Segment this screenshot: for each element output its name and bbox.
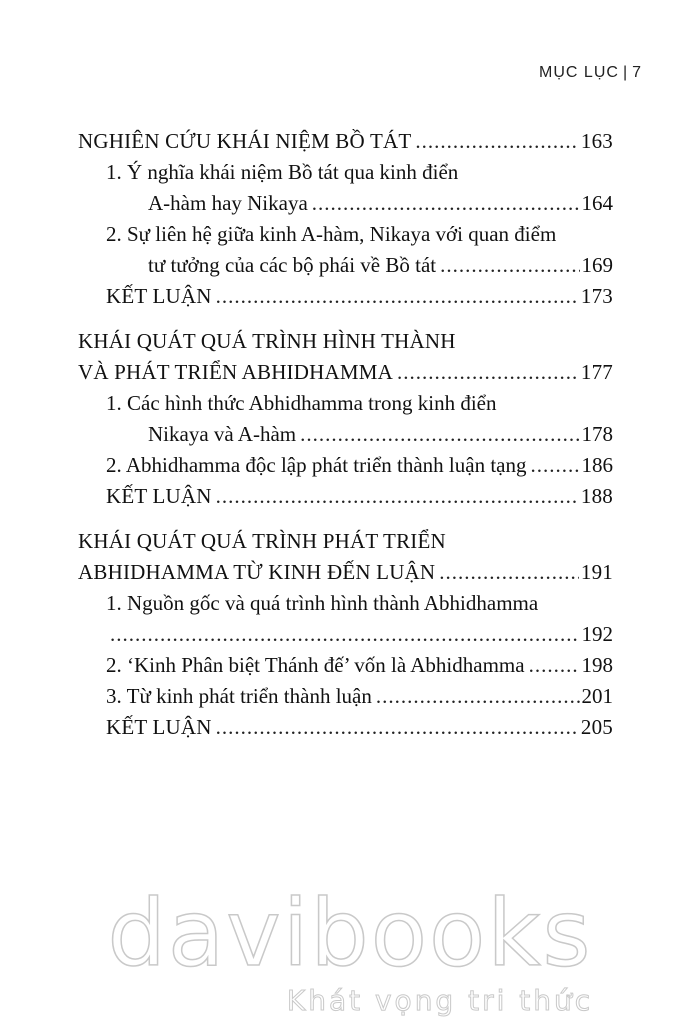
header-separator: | bbox=[622, 64, 629, 81]
dot-leader bbox=[216, 712, 579, 743]
dot-leader bbox=[529, 650, 580, 681]
page-number: 191 bbox=[580, 560, 613, 584]
toc-section-abhidhamma-development bbox=[78, 526, 613, 743]
page-number: 178 bbox=[581, 422, 613, 446]
page-number: 163 bbox=[580, 129, 613, 153]
page-number: 177 bbox=[580, 360, 613, 384]
dot-leader bbox=[530, 450, 579, 481]
toc-chapter-entry[interactable] bbox=[78, 126, 613, 157]
subentry-title: 1. Ý nghĩa khái niệm Bồ tát qua kinh điển bbox=[106, 160, 459, 184]
subentry-title-continued: A-hàm hay Nikaya bbox=[148, 191, 308, 215]
subentry-title: 3. Từ kinh phát triển thành luận bbox=[106, 684, 372, 708]
toc-subentry-line[interactable] bbox=[78, 250, 613, 281]
dot-leader bbox=[216, 481, 579, 512]
toc-subentry-line[interactable] bbox=[78, 188, 613, 219]
conclusion-title: KẾT LUẬN bbox=[106, 715, 212, 739]
running-header bbox=[539, 64, 642, 82]
conclusion-title: KẾT LUẬN bbox=[106, 484, 212, 508]
conclusion-title: KẾT LUẬN bbox=[106, 284, 212, 308]
toc-subentry-line[interactable] bbox=[78, 588, 613, 619]
header-page-number: 7 bbox=[632, 64, 642, 81]
page-number: 201 bbox=[581, 684, 613, 708]
toc-subentry-line[interactable] bbox=[78, 157, 613, 188]
table-of-contents bbox=[78, 126, 613, 757]
chapter-title-continued: VÀ PHÁT TRIỂN ABHIDHAMMA bbox=[78, 360, 393, 384]
page-number: 192 bbox=[581, 622, 613, 646]
watermark-brand: davibooks bbox=[107, 880, 593, 987]
toc-subentry-line[interactable] bbox=[78, 650, 613, 681]
subentry-title: 1. Các hình thức Abhidhamma trong kinh điển bbox=[106, 391, 497, 415]
toc-subentry-line[interactable] bbox=[78, 619, 613, 650]
subentry-title-continued: tư tưởng của các bộ phái về Bồ tát bbox=[148, 253, 437, 277]
toc-chapter-entry[interactable] bbox=[78, 557, 613, 588]
header-section-title: MỤC LỤC bbox=[539, 64, 619, 81]
chapter-title: KHÁI QUÁT QUÁ TRÌNH PHÁT TRIỂN bbox=[78, 529, 446, 553]
toc-chapter-entry[interactable] bbox=[78, 357, 613, 388]
toc-subentry-line[interactable] bbox=[78, 419, 613, 450]
dot-leader bbox=[376, 681, 580, 712]
toc-section-abhidhamma-formation bbox=[78, 326, 613, 512]
page-number: 186 bbox=[581, 453, 613, 477]
chapter-title-continued: ABHIDHAMMA TỪ KINH ĐẾN LUẬN bbox=[78, 560, 436, 584]
page-number: 198 bbox=[581, 653, 613, 677]
chapter-title: KHÁI QUÁT QUÁ TRÌNH HÌNH THÀNH bbox=[78, 329, 456, 353]
subentry-title: 2. ‘Kinh Phân biệt Thánh đế’ vốn là Abhidhamma bbox=[106, 653, 525, 677]
toc-subentry-line[interactable] bbox=[78, 219, 613, 250]
dot-leader bbox=[439, 557, 579, 588]
page-number: 205 bbox=[580, 715, 613, 739]
toc-section-bodhisattva bbox=[78, 126, 613, 312]
dot-leader bbox=[397, 357, 579, 388]
toc-conclusion-entry[interactable] bbox=[78, 281, 613, 312]
toc-chapter-entry[interactable] bbox=[78, 526, 613, 557]
toc-subentry-line[interactable] bbox=[78, 388, 613, 419]
page-number: 173 bbox=[580, 284, 613, 308]
toc-subentry-line[interactable] bbox=[78, 681, 613, 712]
dot-leader bbox=[216, 281, 579, 312]
dot-leader bbox=[110, 619, 580, 650]
page-number: 164 bbox=[581, 191, 613, 215]
chapter-title: NGHIÊN CỨU KHÁI NIỆM BỒ TÁT bbox=[78, 129, 412, 153]
dot-leader bbox=[415, 126, 579, 157]
subentry-title-continued: Nikaya và A-hàm bbox=[148, 422, 297, 446]
dot-leader bbox=[440, 250, 579, 281]
subentry-title: 2. Sự liên hệ giữa kinh A-hàm, Nikaya với quan điểm bbox=[106, 222, 557, 246]
watermark-tagline: Khát vọng tri thức bbox=[286, 984, 594, 1017]
page-number: 169 bbox=[581, 253, 613, 277]
dot-leader bbox=[300, 419, 579, 450]
toc-chapter-entry[interactable] bbox=[78, 326, 613, 357]
toc-subentry-line[interactable] bbox=[78, 450, 613, 481]
subentry-title: 1. Nguồn gốc và quá trình hình thành Abhidhamma bbox=[106, 591, 539, 615]
toc-conclusion-entry[interactable] bbox=[78, 712, 613, 743]
page-number: 188 bbox=[580, 484, 613, 508]
subentry-title: 2. Abhidhamma độc lập phát triển thành luận tạng bbox=[106, 453, 527, 477]
dot-leader bbox=[312, 188, 580, 219]
toc-conclusion-entry[interactable] bbox=[78, 481, 613, 512]
